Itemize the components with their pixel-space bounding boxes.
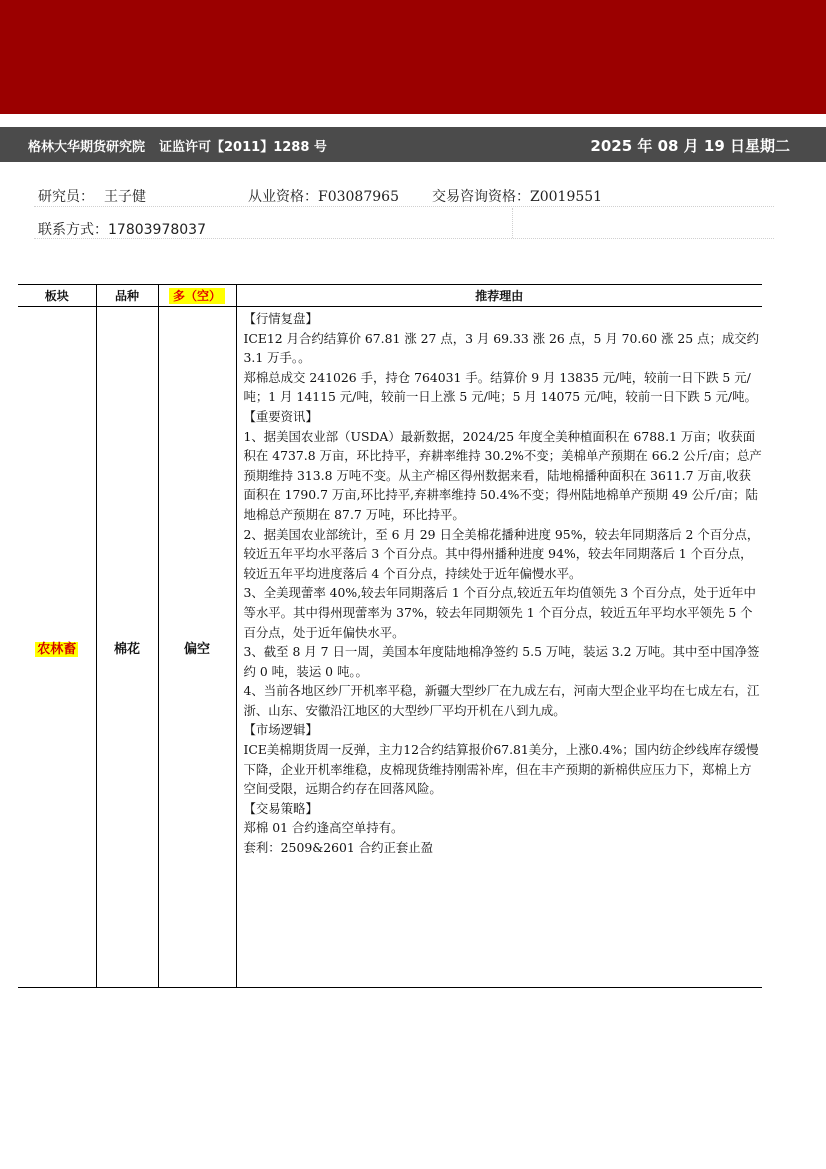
consult-number: Z0019551: [530, 189, 603, 205]
header-variety: 品种: [96, 285, 158, 307]
paragraph: 1、据美国农业部（USDA）最新数据，2024/25 年度全美种植面积在 6788.1 万亩；收获面积在 4737.8 万亩，环比持平，弃耕率维持 30.2%不变；美棉单产预期在 66.2 公斤/亩；总产预期维持 313.8 万吨不变。从主产棉区得州数据来看，陆地棉播种面积在 3611.7 万亩,收获面积在 1790.7 万亩,环比持平,弃耕率维持 50.4%不变；得州陆地棉单产预期 49 公斤/亩；陆地棉总产预期在 87.7 万吨，环比持平。: [243, 428, 762, 522]
paragraph: 4、当前各地区纱厂开机率平稳，新疆大型纱厂在九成左右，河南大型企业平均在七成左右，江浙、山东、安徽沿江地区的大型纱厂平均开机在八到九成。: [243, 683, 760, 718]
qualification-number: F03087965: [318, 189, 399, 205]
sector-label: 农林畜: [37, 641, 77, 657]
top-banner: [0, 0, 826, 114]
researcher-row: [38, 186, 603, 206]
divider: [34, 238, 774, 239]
paragraph: 3、全美现蕾率 40%,较去年同期落后 1 个百分点,较近五年均值领先 3 个百分点，处于近年中等水平。其中得州现蕾率为 37%，较去年同期领先 1 个百分点，较近五年平均水平领先 5 个百分点，处于近年偏快水平。: [243, 585, 756, 640]
org-name: 格林大华期货研究院: [28, 140, 146, 155]
table-row: [18, 307, 762, 988]
paragraph: 2、据美国农业部统计，至 6 月 29 日全美棉花播种进度 95%，较去年同期落后 2 个百分点，较近五年平均水平落后 3 个百分点。其中得州播种进度 94%，较去年同期落后 1 个百分点，较近五年平均进度落后 4 个百分点，持续处于近年偏慢水平。: [243, 526, 760, 581]
paragraph: 郑棉总成交 241026 手，持仓 764031 手。结算价 9 月 13835 元/吨，较前一日下跌 5 元/吨；1 月 14115 元/吨，较前一日上涨 5 元/吨；5 月 14075 元/吨，较前一日下跌 5 元/吨。: [243, 369, 757, 405]
paragraph: 郑棉 01 合约逢高空单持有。: [243, 820, 404, 836]
paragraph: ICE12 月合约结算价 67.81 涨 27 点，3 月 69.33 涨 26 点，5 月 70.60 涨 25 点；成交约 3.1 万手。。: [243, 330, 760, 366]
section-heading: 【交易策略】: [243, 800, 318, 816]
direction-cell: 偏空: [158, 307, 236, 988]
header-left: [28, 136, 341, 155]
divider: [512, 208, 513, 238]
contact-label: 联系方式：: [38, 222, 108, 238]
report-date: 2025 年 08 月 19 日星期二: [590, 137, 790, 155]
section-heading: 【行情复盘】: [243, 311, 318, 326]
paragraph: 3、截至 8 月 7 日一周，美国本年度陆地棉净签约 5.5 万吨，装运 3.2 万吨。其中至中国净签约 0 吨，装运 0 吨。。: [243, 644, 760, 679]
paragraph: ICE美棉期货周一反弹，主力12合约结算报价67.81美分，上涨0.4%；国内纺企纱线库存缓慢下降，企业开机率维稳，皮棉现货维持刚需补库，但在丰产预期的新棉供应压力下，郑棉上方空间受限，远期合约存在回落风险。: [243, 742, 759, 797]
paragraph: 套利：2509&2601 合约正套止盈: [243, 840, 434, 856]
section-heading: 【市场逻辑】: [243, 722, 318, 738]
header-bar: [0, 127, 826, 162]
researcher-label: 研究员：: [38, 189, 94, 205]
contact-number: 17803978037: [108, 222, 206, 238]
table-header-row: [18, 285, 762, 307]
header-direction-label: 多（空）: [169, 288, 225, 304]
sector-cell: [18, 307, 96, 988]
reason-cell: [236, 307, 762, 988]
variety-cell: 棉花: [96, 307, 158, 988]
consult-label: 交易咨询资格：: [432, 189, 530, 205]
researcher-name: 王子健: [104, 189, 146, 205]
qualification-label: 从业资格：: [248, 189, 318, 205]
recommendation-table: [18, 284, 762, 988]
contact-row: [38, 219, 206, 239]
license-number: 证监许可【2011】1288 号: [159, 140, 327, 155]
header-direction: [158, 285, 236, 307]
divider: [34, 206, 774, 207]
section-heading: 【重要资讯】: [243, 408, 318, 424]
header-sector: 板块: [18, 285, 96, 307]
header-reason: 推荐理由: [236, 285, 762, 307]
